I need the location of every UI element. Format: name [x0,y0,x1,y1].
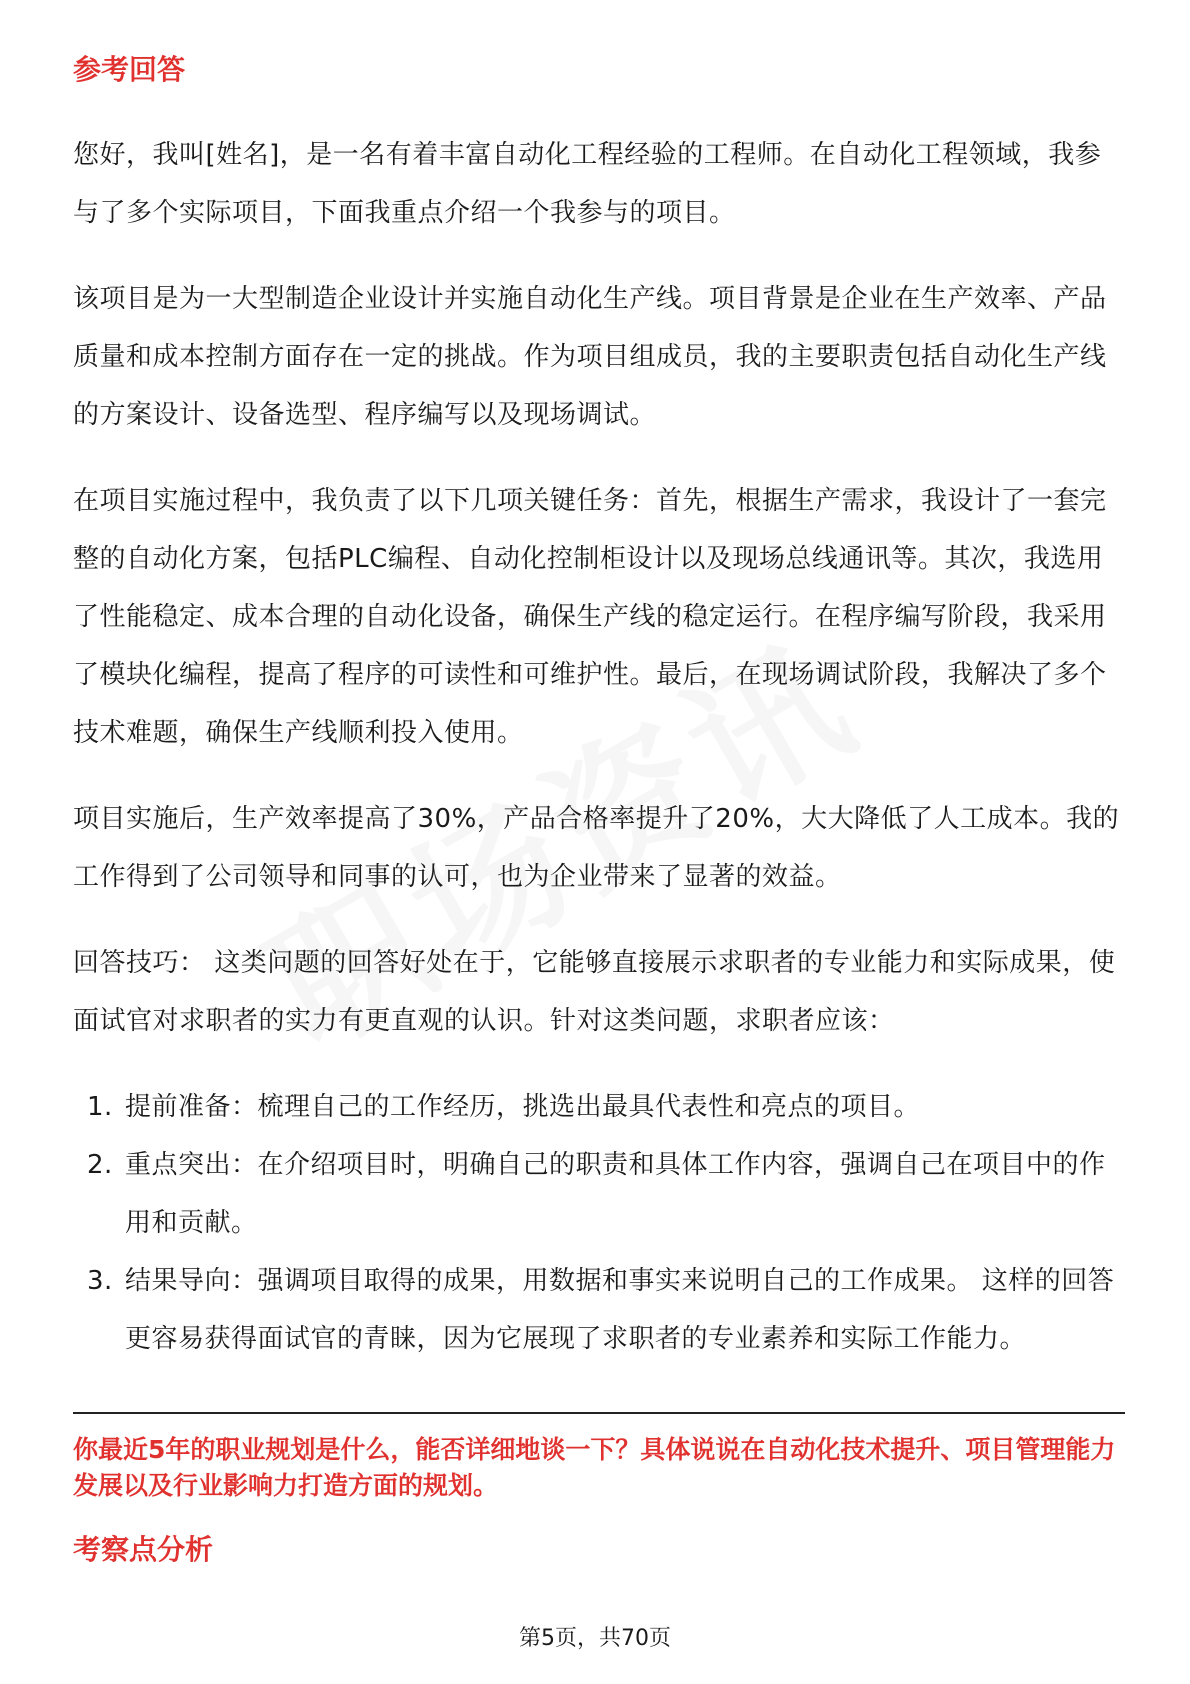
divider [73,1412,1125,1414]
section-title-reference-answer: 参考回答 [73,53,186,86]
paragraph-background: 该项目是为一大型制造企业设计并实施自动化生产线。项目背景是企业在生产效率、产品质量和成本控制方面存在一定的挑战。作为项目组成员，我的主要职责包括自动化生产线的方案设计、设备选型、程序编写以及现场调试。 [73,284,1107,430]
list-item [73,1078,1123,1136]
list-item-number: 3. [87,1266,113,1296]
list-item-text: 提前准备：梳理自己的工作经历，挑选出最具代表性和亮点的项目。 [125,1092,921,1122]
next-question: 你最近5年的职业规划是什么，能否详细地谈一下？具体说说在自动化技术提升、项目管理能力发展以及行业影响力打造方面的规划。 [73,1435,1116,1500]
paragraph-implementation: 在项目实施过程中，我负责了以下几项关键任务：首先，根据生产需求，我设计了一套完整的自动化方案，包括PLC编程、自动化控制柜设计以及现场总线通讯等。其次，我选用了性能稳定、成本合理的自动化设备，确保生产线的稳定运行。在程序编写阶段，我采用了模块化编程，提高了程序的可读性和可维护性。最后，在现场调试阶段，我解决了多个技术难题，确保生产线顺利投入使用。 [73,486,1107,748]
page-footer: 第5页，共70页 [519,1626,671,1651]
section-title-analysis: 考察点分析 [73,1533,214,1566]
paragraph-intro: 您好，我叫[姓名]，是一名有着丰富自动化工程经验的工程师。在自动化工程领域，我参与了多个实际项目，下面我重点介绍一个我参与的项目。 [73,140,1102,228]
paragraph-answer-tips: 回答技巧： 这类问题的回答好处在于，它能够直接展示求职者的专业能力和实际成果，使面试官对求职者的实力有更直观的认识。针对这类问题，求职者应该： [73,948,1116,1036]
list-item-text: 结果导向：强调项目取得的成果，用数据和事实来说明自己的工作成果。 这样的回答更容易获得面试官的青睐，因为它展现了求职者的专业素养和实际工作能力。 [125,1266,1115,1354]
paragraph-results: 项目实施后，生产效率提高了30%，产品合格率提升了20%，大大降低了人工成本。我的工作得到了公司领导和同事的认可，也为企业带来了显著的效益。 [73,804,1120,892]
list-item-number: 2. [87,1150,113,1180]
list-item [73,1136,1123,1252]
list-item [73,1252,1123,1368]
tips-list [73,1078,1123,1368]
list-item-number: 1. [87,1092,113,1122]
list-item-text: 重点突出：在介绍项目时，明确自己的职责和具体工作内容，强调自己在项目中的作用和贡献。 [125,1150,1106,1238]
content [73,50,1123,1570]
